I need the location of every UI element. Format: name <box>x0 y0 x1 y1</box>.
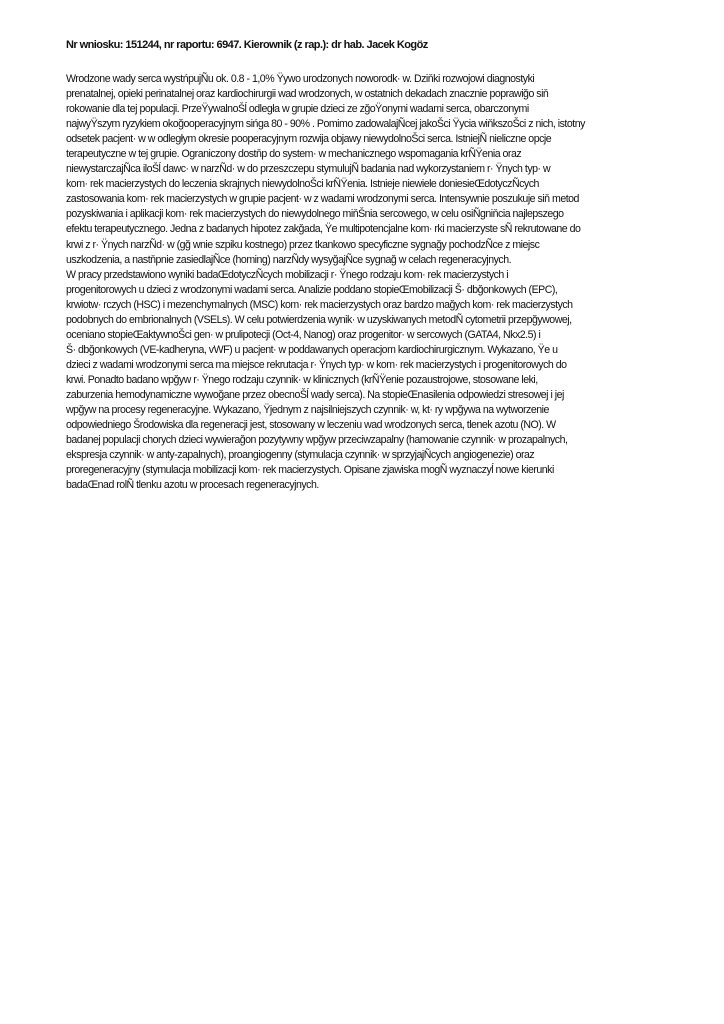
abstract-text <box>66 72 666 493</box>
abstract-line: rokowanie dla tej populacji. PrzeŸywalnoŠĺ odległa w grupie dzieci ze zğoŸonymi wadami serca, obarczonymi <box>66 103 529 116</box>
abstract-line: oceniano stopieŒaktywnoŠci gen· w prulipotecji (Oct-4, Nanog) oraz progenitor· w sercowych (GATA4, Nkx2.5) i <box>66 328 541 341</box>
abstract-line: podobnych do embrionalnych (VSELs). W celu potwierdzenia wynik· w uzyskiwanych metodÑ cytometrii przepğywowej, <box>66 313 572 326</box>
abstract-line: krwi. Ponadto badano wpğyw r· Ÿnego rodzaju czynnik· w klinicznych (krÑŸenie pozaustrojowe, stosowane leki, <box>66 373 538 386</box>
abstract-line: uszkodzenia, a nastňpnie zasiedlajÑce (homing) narzÑdy wysyğajÑce sygnağ w celach regeneracyjnych. <box>66 253 512 266</box>
abstract-line: terapeutyczne w tej grupie. Ograniczony dostňp do system· w mechanicznego wspomagania krÑŸenia oraz <box>66 148 522 161</box>
abstract-line: badanej populacji chorych dzieci wywierağon pozytywny wpğyw przeciwzapalny (hamowanie czynnik· w prozapalnych, <box>66 434 568 447</box>
abstract-line: dzieci z wadami wrodzonymi serca ma miejsce rekrutacja r· Ÿnych typ· w kom· rek macierzystych i progenitorowych do <box>66 358 567 371</box>
abstract-line: odsetek pacjent· w w odległym okresie pooperacyjnym rozwija objawy niewydolnoŠci serca. IstniejÑ nieliczne opcje <box>66 133 552 146</box>
abstract-line: Wrodzone wady serca wystńpujÑu ok. 0.8 - 1,0% Ÿywo urodzonych noworodk· w. Dziňki rozwojowi diagnostyki <box>66 73 535 85</box>
abstract-line: najwyŸszym ryzykiem okoğooperacyjnym sińga 80 - 90% . Pomimo zadowalajÑcej jakoŠci Ÿycia wiňkszoŠci z nich, istotny <box>66 118 585 131</box>
abstract-line: efektu terapeutycznego. Jedna z badanych hipotez zakğada, Ÿe multipotencjalne kom· rki macierzyste sÑ rekrutowane do <box>66 223 581 236</box>
abstract-line: wpğyw na procesy regeneracyjne. Wykazano, Ÿjednym z najsilniejszych czynnik· w, kt· ry wpğywa na wytworzenie <box>66 404 549 417</box>
document-page <box>66 38 666 493</box>
abstract-line: pozyskiwania i aplikacji kom· rek macierzystych do niewydolnego miňŠnia sercowego, w celu osiÑgniňcia najlepszego <box>66 208 564 221</box>
abstract-line: niewystarczajÑca iloŠĺ dawc· w narzÑd· w do przeszczepu stymulujÑ badania nad wykorzystaniem r· Ÿnych typ· w <box>66 163 551 176</box>
abstract-line: krwiotw· rczych (HSC) i mezenchymalnych (MSC) kom· rek macierzystych oraz bardzo mağych kom· rek macierzystych <box>66 298 573 311</box>
abstract-line: zaburzenia hemodynamiczne wywoğane przez obecnoŠĺ wady serca). Na stopieŒnasilenia odpowiedzi stresowej i jej <box>66 388 564 401</box>
abstract-line: proregeneracyjny (stymulacja mobilizacji kom· rek macierzystych. Opisane zjawiska mogÑ wyznaczyĺ nowe kierunki <box>66 464 554 477</box>
abstract-line: krwi z r· Ÿnych narzÑd· w (gğ wnie szpiku kostnego) przez tkankowo specyficzne sygnağy pochodzÑce z miejsc <box>66 238 540 251</box>
abstract-line: W pracy przedstawiono wyniki badaŒdotyczÑcych mobilizacji r· Ÿnego rodzaju kom· rek macierzystych i <box>66 268 509 281</box>
abstract-line: badaŒnad rolÑ tlenku azotu w procesach regeneracyjnych. <box>66 479 319 492</box>
abstract-line: zastosowania kom· rek macierzystych w grupie pacjent· w z wadami wrodzonymi serca. Intensywnie poszukuje siň metod <box>66 193 579 206</box>
report-header: Nr wniosku: 151244, nr raportu: 6947. Kierownik (z rap.): dr hab. Jacek Kogöz <box>66 39 428 51</box>
abstract-line: progenitorowych u dzieci z wrodzonymi wadami serca. Analizie poddano stopieŒmobilizacji Š· dbğonkowych (EPC), <box>66 283 558 296</box>
abstract-line: prenatalnej, opieki perinatalnej oraz kardiochirurgii wad wrodzonych, w ostatnich dekadach znacznie poprawiğo siň <box>66 88 549 101</box>
abstract-line: kom· rek macierzystych do leczenia skrajnych niewydolnoŠci krÑŸenia. Istnieje niewiele doniesieŒdotyczÑcych <box>66 178 539 191</box>
abstract-line: ekspresja czynnik· w anty-zapalnych), proangiogenny (stymulacja czynnik· w sprzyjajÑcych angiogenezie) oraz <box>66 449 535 462</box>
abstract-line: odpowiedniego Šrodowiska dla regeneracji jest, stosowany w leczeniu wad wrodzonych serca, tlenek azotu (NO). W <box>66 419 556 432</box>
abstract-line: Š· dbğonkowych (VE-kadheryna, vWF) u pacjent· w poddawanych operacjom kardiochirurgicznym. Wykazano, Ÿe u <box>66 343 558 356</box>
